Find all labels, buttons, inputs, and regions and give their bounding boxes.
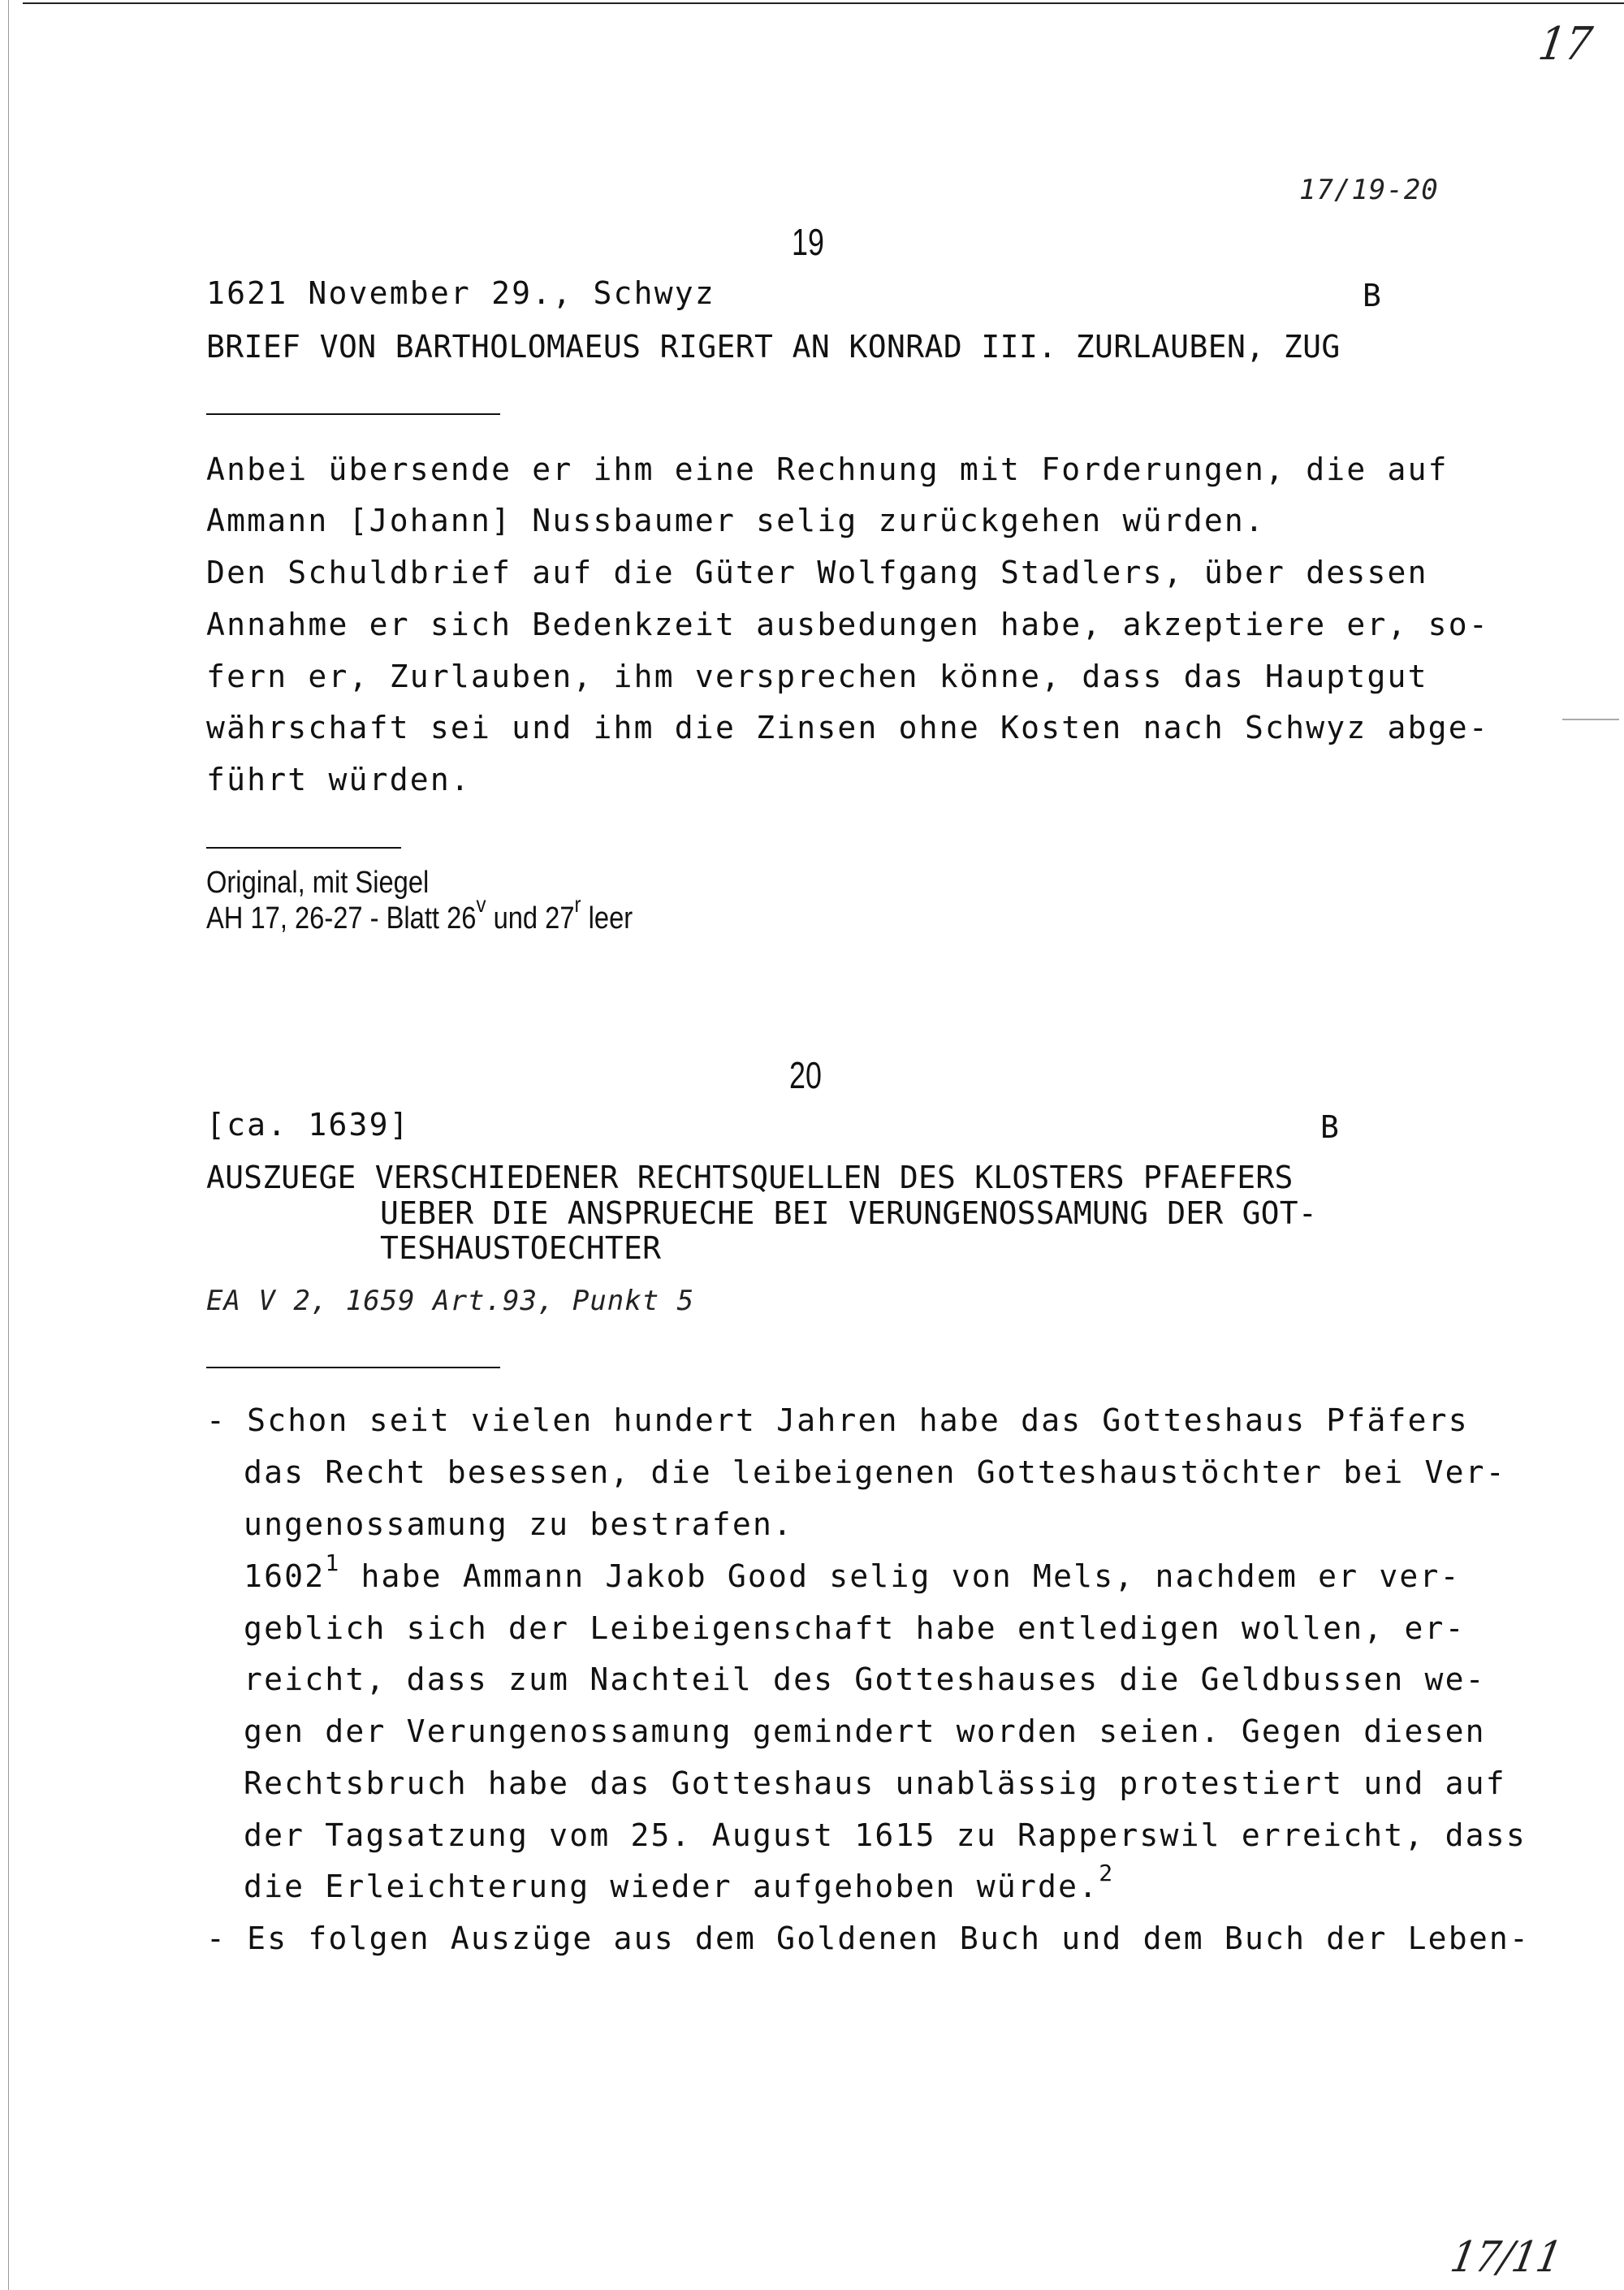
doc20-grade: B: [1320, 1109, 1341, 1145]
archive-ref: AH 17, 26-27 - Blatt 26: [206, 901, 477, 935]
doc19-body-line: fern er, Zurlauben, ihm versprechen könne, dass das Hauptgut: [206, 659, 1428, 694]
doc20-bullet-line: - Es folgen Auszüge aus dem Goldenen Buch und dem Buch der Leben-: [206, 1921, 1531, 1956]
doc19-note-original: Original, mit Siegel: [206, 866, 430, 900]
doc20-para-line: Rechtsbruch habe das Gotteshaus unablässig protestiert und auf: [244, 1765, 1506, 1801]
doc20-title-line: AUSZUEGE VERSCHIEDENER RECHTSQUELLEN DES KLOSTERS PFAEFERS: [206, 1160, 1294, 1195]
doc20-para-line: gen der Verungenossamung gemindert worden seien. Gegen diesen: [244, 1713, 1486, 1749]
doc20-title-line: UEBER DIE ANSPRUECHE BEI VERUNGENOSSAMUNG DER GOT-: [380, 1195, 1317, 1231]
year-1602: 1602: [244, 1558, 326, 1594]
handwritten-folio-mark: 17/11: [1446, 2233, 1566, 2282]
doc19-body-line: führt würden.: [206, 762, 472, 797]
doc20-para-line: der Tagsatzung vom 25. August 1615 zu Rapperswil erreicht, dass: [244, 1817, 1527, 1853]
doc19-note-separator: [206, 847, 401, 849]
doc19-separator: [206, 413, 500, 415]
doc20-bullet-line: - Schon seit vielen hundert Jahren habe das Gotteshaus Pfäfers: [206, 1402, 1469, 1438]
margin-mark: [1562, 719, 1619, 720]
doc20-date-place: [ca. 1639]: [206, 1107, 410, 1143]
footnote-ref-1: 1: [325, 1549, 341, 1577]
handwritten-page-number: 17: [1535, 18, 1596, 71]
doc20-source: EA V 2, 1659 Art.93, Punkt 5: [206, 1285, 695, 1317]
doc20-para-last-line: [244, 1860, 1115, 1904]
doc20-para-line: reicht, dass zum Nachteil des Gotteshauses die Geldbussen we-: [244, 1661, 1486, 1697]
archive-ref-mid: und 27: [486, 901, 575, 935]
doc20-bullet-line: das Recht besessen, die leibeigenen Gotteshaustöchter bei Ver-: [244, 1454, 1506, 1490]
para-last-text: die Erleichterung wieder aufgehoben würde.: [244, 1869, 1099, 1904]
reference-number: 17/19-20: [1299, 174, 1439, 206]
superscript-recto: r: [574, 892, 581, 918]
footnote-ref-2: 2: [1099, 1860, 1115, 1887]
doc19-title: BRIEF VON BARTHOLOMAEUS RIGERT AN KONRAD III. ZURLAUBEN, ZUG: [206, 329, 1341, 365]
doc19-body-line: Ammann [Johann] Nussbaumer selig zurückgehen würden.: [206, 503, 1266, 538]
doc20-separator: [206, 1367, 500, 1368]
doc20-para-line: geblich sich der Leibeigenschaft habe entledigen wollen, er-: [244, 1610, 1466, 1646]
doc19-grade: B: [1363, 278, 1384, 313]
doc19-body-line: Anbei übersende er ihm eine Rechnung mit Forderungen, die auf: [206, 452, 1449, 487]
superscript-verso: v: [476, 892, 486, 918]
doc19-body-line: Den Schuldbrief auf die Güter Wolfgang Stadlers, über dessen: [206, 555, 1428, 590]
doc20-number: 20: [789, 1054, 822, 1096]
doc19-number: 19: [792, 221, 824, 263]
para-first-rest: habe Ammann Jakob Good selig von Mels, nachdem er ver-: [340, 1558, 1461, 1594]
scan-border-top: [23, 2, 1624, 4]
doc20-title-line: TESHAUSTOECHTER: [380, 1230, 662, 1266]
scan-border-left: [8, 0, 9, 2290]
doc20-bullet-line: ungenossamung zu bestrafen.: [244, 1506, 794, 1542]
doc19-note-archive: [206, 892, 633, 935]
archive-ref-end: leer: [581, 901, 633, 935]
doc20-para-first-line: [244, 1549, 1461, 1594]
doc19-body-line: währschaft sei und ihm die Zinsen ohne Kosten nach Schwyz abge-: [206, 710, 1489, 745]
doc19-date-place: 1621 November 29., Schwyz: [206, 275, 715, 311]
doc19-body-line: Annahme er sich Bedenkzeit ausbedungen habe, akzeptiere er, so-: [206, 607, 1489, 642]
